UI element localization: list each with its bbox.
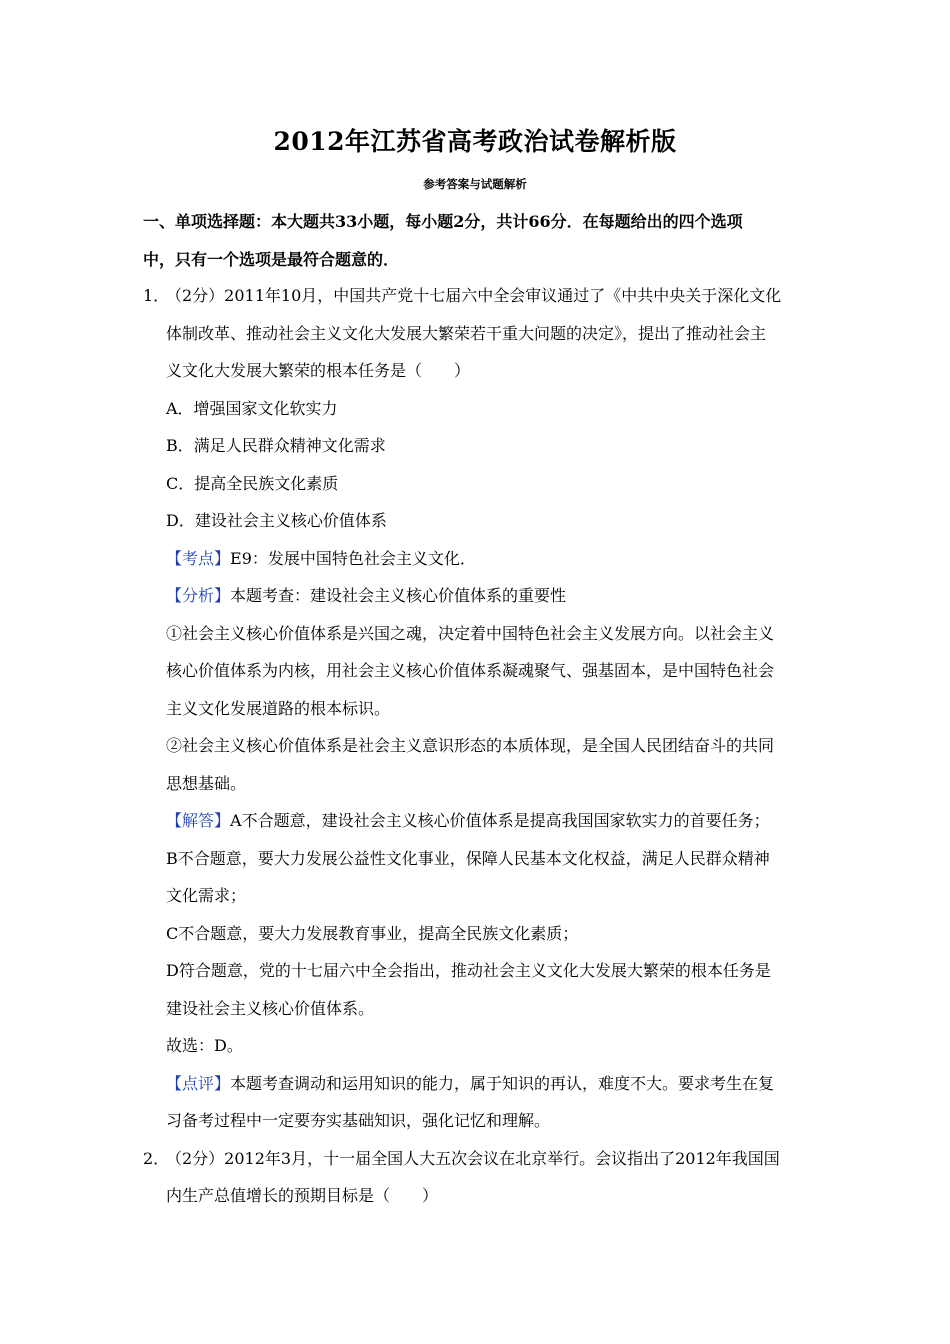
kaodian-tag: 【考点】 <box>166 549 231 568</box>
question-1-option-d: D．建设社会主义核心价值体系 <box>166 511 387 530</box>
dianping-paragraph-line: 习备考过程中一定要夯实基础知识，强化记忆和理解。 <box>166 1111 551 1130</box>
jieda-paragraph-line: 文化需求； <box>166 886 247 905</box>
dianping-line <box>166 1074 774 1094</box>
question-1-stem-line: 体制改革、推动社会主义文化大发展大繁荣若干重大问题的决定》，提出了推动社会主 <box>166 324 767 343</box>
question-2-stem-line: （2分）2012年3月，十一届全国人大五次会议在北京举行。会议指出了2012年我国国 <box>166 1149 780 1168</box>
question-2-number: 2． <box>143 1149 170 1168</box>
answer-line: 故选：D。 <box>166 1036 243 1055</box>
question-1-stem-line: 义文化大发展大繁荣的根本任务是（ ） <box>166 361 471 380</box>
page-subtitle: 参考答案与试题解析 <box>423 177 527 191</box>
question-1-option-b: B．满足人民群众精神文化需求 <box>166 436 386 455</box>
fenxi-text: 本题考查：建设社会主义核心价值体系的重要性 <box>230 586 567 605</box>
jieda-paragraph-line: C不合题意，要大力发展教育事业，提高全民族文化素质； <box>166 924 579 943</box>
question-1-stem-line: （2分）2011年10月，中国共产党十七届六中全会审议通过了《中共中央关于深化文化 <box>166 286 782 305</box>
jieda-paragraph-line: D符合题意，党的十七届六中全会指出，推动社会主义文化大发展大繁荣的根本任务是 <box>166 961 771 980</box>
question-1-option-c: C．提高全民族文化素质 <box>166 474 339 493</box>
section-heading-line1: 一、单项选择题：本大题共33小题，每小题2分，共计66分．在每题给出的四个选项 <box>143 212 743 231</box>
jieda-text: A不合题意，建设社会主义核心价值体系是提高我国国家软实力的首要任务； <box>230 811 770 830</box>
fenxi-paragraph-line: ②社会主义核心价值体系是社会主义意识形态的本质体现，是全国人民团结奋斗的共同 <box>166 736 775 755</box>
jieda-paragraph-line: B不合题意，要大力发展公益性文化事业，保障人民基本文化权益，满足人民群众精神 <box>166 849 770 868</box>
kaodian-text: E9：发展中国特色社会主义文化． <box>230 549 476 568</box>
fenxi-paragraph-line: 主义文化发展道路的根本标识。 <box>166 699 391 718</box>
dianping-text: 本题考查调动和运用知识的能力，属于知识的再认，难度不大。要求考生在复 <box>230 1074 775 1093</box>
fenxi-line <box>166 586 566 606</box>
question-1-option-a: A．增强国家文化软实力 <box>166 399 338 418</box>
section-heading-line2: 中，只有一个选项是最符合题意的． <box>143 250 400 269</box>
jieda-tag: 【解答】 <box>166 811 231 830</box>
fenxi-paragraph-line: 思想基础。 <box>166 774 247 793</box>
fenxi-paragraph-line: 核心价值体系为内核，用社会主义核心价值体系凝魂聚气、强基固本，是中国特色社会 <box>166 661 775 680</box>
fenxi-tag: 【分析】 <box>166 586 231 605</box>
page-title: 2012年江苏省高考政治试卷解析版 <box>273 127 677 156</box>
fenxi-paragraph-line: ①社会主义核心价值体系是兴国之魂，决定着中国特色社会主义发展方向。以社会主义 <box>166 624 775 643</box>
jieda-paragraph-line: 建设社会主义核心价值体系。 <box>166 999 375 1018</box>
jieda-line <box>166 811 770 831</box>
kaodian-line <box>166 549 476 569</box>
question-2-stem-line: 内生产总值增长的预期目标是（ ） <box>166 1186 439 1205</box>
question-1-number: 1． <box>143 286 170 305</box>
dianping-tag: 【点评】 <box>166 1074 231 1093</box>
